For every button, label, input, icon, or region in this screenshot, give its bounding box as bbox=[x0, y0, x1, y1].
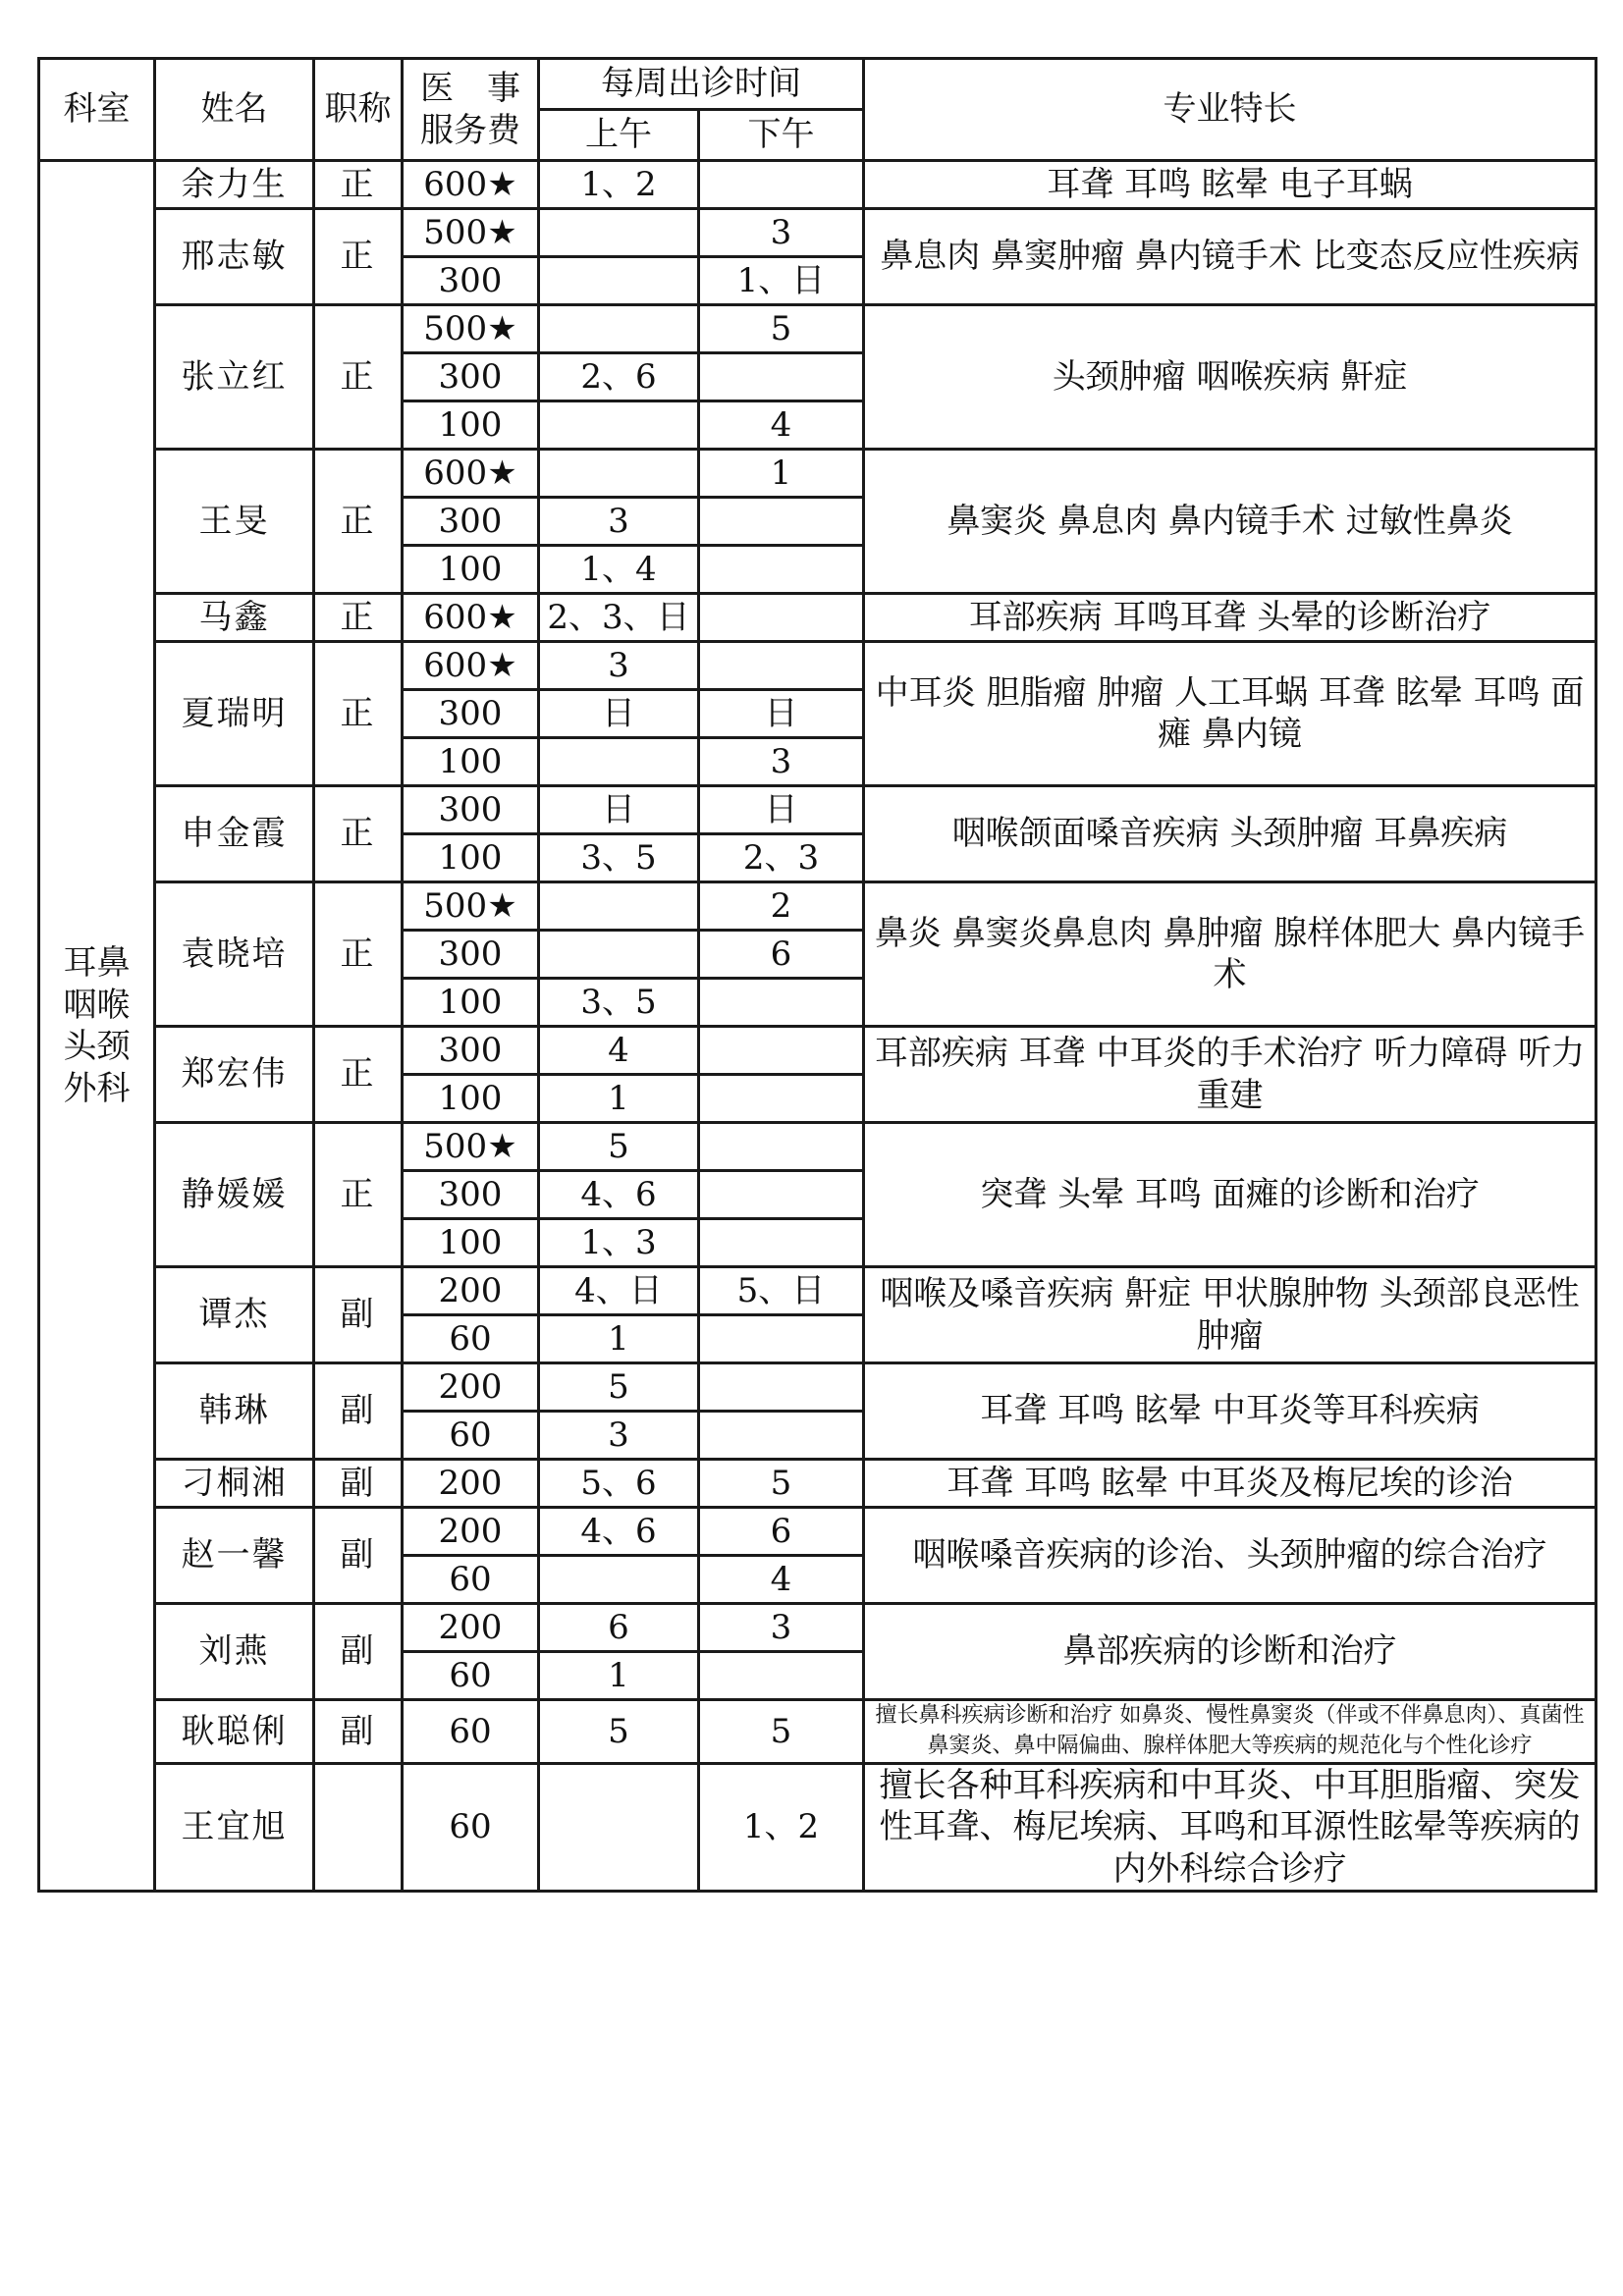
pm-cell bbox=[699, 1219, 864, 1267]
table-row bbox=[39, 161, 1596, 209]
pm-cell: 4 bbox=[699, 401, 864, 450]
fee-cell: 60 bbox=[403, 1700, 539, 1764]
am-cell: 4、日 bbox=[539, 1267, 699, 1315]
specialty-cell: 耳部疾病 耳鸣耳聋 头晕的诊断治疗 bbox=[864, 594, 1596, 642]
header-dept: 科室 bbox=[39, 59, 155, 161]
doctor-name: 韩琳 bbox=[155, 1363, 314, 1460]
doctor-name: 刁桐湘 bbox=[155, 1460, 314, 1508]
am-cell: 3 bbox=[539, 642, 699, 690]
pm-cell bbox=[699, 1027, 864, 1075]
pm-cell bbox=[699, 1075, 864, 1123]
pm-cell: 4 bbox=[699, 1556, 864, 1604]
fee-cell: 60 bbox=[403, 1763, 539, 1892]
fee-cell: 60 bbox=[403, 1315, 539, 1363]
am-cell bbox=[539, 1556, 699, 1604]
fee-cell: 500★ bbox=[403, 209, 539, 257]
specialty-cell: 耳聋 耳鸣 眩晕 中耳炎及梅尼埃的诊治 bbox=[864, 1460, 1596, 1508]
am-cell: 2、6 bbox=[539, 353, 699, 401]
am-cell: 4、6 bbox=[539, 1171, 699, 1219]
specialty-cell: 耳聋 耳鸣 眩晕 中耳炎等耳科疾病 bbox=[864, 1363, 1596, 1460]
table-row bbox=[39, 1508, 1596, 1556]
am-cell: 3 bbox=[539, 1412, 699, 1460]
table-row bbox=[39, 594, 1596, 642]
doctor-title: 副 bbox=[314, 1460, 403, 1508]
specialty-cell: 鼻息肉 鼻窦肿瘤 鼻内镜手术 比变态反应性疾病 bbox=[864, 209, 1596, 305]
table-row bbox=[39, 1123, 1596, 1171]
specialty-cell: 咽喉嗓音疾病的诊治、头颈肿瘤的综合治疗 bbox=[864, 1508, 1596, 1604]
am-cell bbox=[539, 738, 699, 786]
pm-cell: 日 bbox=[699, 786, 864, 834]
table-row bbox=[39, 450, 1596, 498]
pm-cell bbox=[699, 546, 864, 594]
pm-cell: 5 bbox=[699, 1700, 864, 1764]
fee-cell: 100 bbox=[403, 546, 539, 594]
table-row bbox=[39, 209, 1596, 257]
am-cell bbox=[539, 209, 699, 257]
fee-cell: 60 bbox=[403, 1412, 539, 1460]
doctor-name: 张立红 bbox=[155, 305, 314, 450]
doctor-title: 正 bbox=[314, 786, 403, 882]
table-row bbox=[39, 1027, 1596, 1075]
fee-cell: 600★ bbox=[403, 594, 539, 642]
fee-cell: 300 bbox=[403, 353, 539, 401]
pm-cell bbox=[699, 1171, 864, 1219]
am-cell: 6 bbox=[539, 1604, 699, 1652]
doctor-name: 王旻 bbox=[155, 450, 314, 594]
am-cell: 5、6 bbox=[539, 1460, 699, 1508]
specialty-cell: 鼻炎 鼻窦炎鼻息肉 鼻肿瘤 腺样体肥大 鼻内镜手术 bbox=[864, 882, 1596, 1027]
pm-cell: 6 bbox=[699, 931, 864, 979]
header-am: 上午 bbox=[539, 110, 699, 161]
am-cell bbox=[539, 1763, 699, 1892]
am-cell: 1、4 bbox=[539, 546, 699, 594]
doctor-name: 余力生 bbox=[155, 161, 314, 209]
fee-cell: 200 bbox=[403, 1267, 539, 1315]
doctor-title: 副 bbox=[314, 1363, 403, 1460]
pm-cell: 3 bbox=[699, 1604, 864, 1652]
header-title: 职称 bbox=[314, 59, 403, 161]
specialty-cell: 鼻部疾病的诊断和治疗 bbox=[864, 1604, 1596, 1700]
pm-cell bbox=[699, 1652, 864, 1700]
doctor-name: 夏瑞明 bbox=[155, 642, 314, 786]
header-fee-line2: 服务费 bbox=[420, 110, 520, 150]
am-cell bbox=[539, 305, 699, 353]
doctor-title: 正 bbox=[314, 209, 403, 305]
table-row bbox=[39, 1267, 1596, 1315]
table-row bbox=[39, 1604, 1596, 1652]
am-cell: 1、3 bbox=[539, 1219, 699, 1267]
specialty-cell: 耳部疾病 耳聋 中耳炎的手术治疗 听力障碍 听力重建 bbox=[864, 1027, 1596, 1123]
fee-cell: 60 bbox=[403, 1556, 539, 1604]
table-row bbox=[39, 1460, 1596, 1508]
table-row bbox=[39, 882, 1596, 931]
fee-cell: 100 bbox=[403, 401, 539, 450]
doctor-name: 申金霞 bbox=[155, 786, 314, 882]
doctor-name: 郑宏伟 bbox=[155, 1027, 314, 1123]
schedule-page bbox=[37, 57, 1595, 1893]
fee-cell: 600★ bbox=[403, 642, 539, 690]
fee-cell: 200 bbox=[403, 1363, 539, 1412]
am-cell: 日 bbox=[539, 690, 699, 738]
fee-cell: 300 bbox=[403, 931, 539, 979]
am-cell: 4 bbox=[539, 1027, 699, 1075]
header-fee bbox=[403, 59, 539, 161]
doctor-title: 正 bbox=[314, 305, 403, 450]
doctor-title: 副 bbox=[314, 1700, 403, 1764]
pm-cell bbox=[699, 979, 864, 1027]
pm-cell bbox=[699, 498, 864, 546]
am-cell: 1 bbox=[539, 1075, 699, 1123]
doctor-name: 耿聪俐 bbox=[155, 1700, 314, 1764]
specialty-cell: 头颈肿瘤 咽喉疾病 鼾症 bbox=[864, 305, 1596, 450]
am-cell: 4、6 bbox=[539, 1508, 699, 1556]
doctor-title: 正 bbox=[314, 161, 403, 209]
doctor-title: 正 bbox=[314, 450, 403, 594]
table-row bbox=[39, 305, 1596, 353]
table-row bbox=[39, 1363, 1596, 1412]
doctor-title: 正 bbox=[314, 882, 403, 1027]
am-cell: 3 bbox=[539, 498, 699, 546]
fee-cell: 300 bbox=[403, 786, 539, 834]
specialty-cell: 耳聋 耳鸣 眩晕 电子耳蜗 bbox=[864, 161, 1596, 209]
fee-cell: 200 bbox=[403, 1460, 539, 1508]
doctor-title: 正 bbox=[314, 1027, 403, 1123]
fee-cell: 100 bbox=[403, 738, 539, 786]
doctor-name: 赵一馨 bbox=[155, 1508, 314, 1604]
specialty-cell: 擅长鼻科疾病诊断和治疗 如鼻炎、慢性鼻窦炎（伴或不伴鼻息肉）、真菌性鼻窦炎、鼻中隔偏曲、腺样体肥大等疾病的规范化与个性化诊疗 bbox=[864, 1700, 1596, 1764]
am-cell: 5 bbox=[539, 1123, 699, 1171]
specialty-cell: 突聋 头晕 耳鸣 面瘫的诊断和治疗 bbox=[864, 1123, 1596, 1267]
am-cell: 3、5 bbox=[539, 979, 699, 1027]
pm-cell: 2、3 bbox=[699, 834, 864, 882]
pm-cell bbox=[699, 1123, 864, 1171]
clinic-schedule-table bbox=[37, 57, 1597, 1893]
fee-cell: 300 bbox=[403, 257, 539, 305]
pm-cell: 1、2 bbox=[699, 1763, 864, 1892]
fee-cell: 500★ bbox=[403, 882, 539, 931]
specialty-cell: 鼻窦炎 鼻息肉 鼻内镜手术 过敏性鼻炎 bbox=[864, 450, 1596, 594]
fee-cell: 300 bbox=[403, 1027, 539, 1075]
pm-cell bbox=[699, 1315, 864, 1363]
doctor-title: 副 bbox=[314, 1508, 403, 1604]
fee-cell: 300 bbox=[403, 498, 539, 546]
fee-cell: 100 bbox=[403, 979, 539, 1027]
fee-cell: 600★ bbox=[403, 450, 539, 498]
pm-cell bbox=[699, 353, 864, 401]
fee-cell: 300 bbox=[403, 690, 539, 738]
specialty-cell: 擅长各种耳科疾病和中耳炎、中耳胆脂瘤、突发性耳聋、梅尼埃病、耳鸣和耳源性眩晕等疾病的内外科综合诊疗 bbox=[864, 1763, 1596, 1892]
header-row bbox=[39, 59, 1596, 110]
pm-cell: 1、日 bbox=[699, 257, 864, 305]
am-cell: 1、2 bbox=[539, 161, 699, 209]
header-fee-line1: 医 事 bbox=[420, 69, 520, 108]
header-weekly: 每周出诊时间 bbox=[539, 59, 864, 110]
fee-cell: 60 bbox=[403, 1652, 539, 1700]
fee-cell: 100 bbox=[403, 834, 539, 882]
am-cell: 2、3、日 bbox=[539, 594, 699, 642]
am-cell: 1 bbox=[539, 1315, 699, 1363]
am-cell: 日 bbox=[539, 786, 699, 834]
doctor-title: 副 bbox=[314, 1267, 403, 1363]
am-cell: 5 bbox=[539, 1363, 699, 1412]
am-cell bbox=[539, 882, 699, 931]
am-cell bbox=[539, 931, 699, 979]
pm-cell: 1 bbox=[699, 450, 864, 498]
pm-cell: 3 bbox=[699, 738, 864, 786]
am-cell: 1 bbox=[539, 1652, 699, 1700]
specialty-cell: 中耳炎 胆脂瘤 肿瘤 人工耳蜗 耳聋 眩晕 耳鸣 面瘫 鼻内镜 bbox=[864, 642, 1596, 786]
fee-cell: 100 bbox=[403, 1075, 539, 1123]
doctor-name: 谭杰 bbox=[155, 1267, 314, 1363]
fee-cell: 200 bbox=[403, 1508, 539, 1556]
table-row bbox=[39, 1763, 1596, 1892]
pm-cell bbox=[699, 1412, 864, 1460]
fee-cell: 600★ bbox=[403, 161, 539, 209]
fee-cell: 500★ bbox=[403, 1123, 539, 1171]
table-row bbox=[39, 786, 1596, 834]
fee-cell: 300 bbox=[403, 1171, 539, 1219]
header-specialty: 专业特长 bbox=[864, 59, 1596, 161]
am-cell bbox=[539, 257, 699, 305]
doctor-title: 副 bbox=[314, 1604, 403, 1700]
pm-cell: 5 bbox=[699, 1460, 864, 1508]
pm-cell: 3 bbox=[699, 209, 864, 257]
am-cell: 5 bbox=[539, 1700, 699, 1764]
fee-cell: 200 bbox=[403, 1604, 539, 1652]
header-pm: 下午 bbox=[699, 110, 864, 161]
pm-cell: 日 bbox=[699, 690, 864, 738]
doctor-name: 静媛媛 bbox=[155, 1123, 314, 1267]
specialty-cell: 咽喉及嗓音疾病 鼾症 甲状腺肿物 头颈部良恶性肿瘤 bbox=[864, 1267, 1596, 1363]
doctor-title: 正 bbox=[314, 594, 403, 642]
table-row bbox=[39, 1700, 1596, 1764]
pm-cell: 5 bbox=[699, 305, 864, 353]
pm-cell bbox=[699, 1363, 864, 1412]
pm-cell: 6 bbox=[699, 1508, 864, 1556]
table-row bbox=[39, 642, 1596, 690]
doctor-name: 马鑫 bbox=[155, 594, 314, 642]
doctor-name: 王宜旭 bbox=[155, 1763, 314, 1892]
doctor-title: 正 bbox=[314, 1123, 403, 1267]
pm-cell: 2 bbox=[699, 882, 864, 931]
doctor-title bbox=[314, 1763, 403, 1892]
doctor-title: 正 bbox=[314, 642, 403, 786]
pm-cell: 5、日 bbox=[699, 1267, 864, 1315]
fee-cell: 100 bbox=[403, 1219, 539, 1267]
fee-cell: 500★ bbox=[403, 305, 539, 353]
pm-cell bbox=[699, 642, 864, 690]
am-cell bbox=[539, 401, 699, 450]
doctor-name: 刘燕 bbox=[155, 1604, 314, 1700]
header-name: 姓名 bbox=[155, 59, 314, 161]
doctor-name: 袁晓培 bbox=[155, 882, 314, 1027]
pm-cell bbox=[699, 594, 864, 642]
am-cell: 3、5 bbox=[539, 834, 699, 882]
department-cell: 耳鼻咽喉头颈外科 bbox=[39, 161, 155, 1892]
doctor-name: 邢志敏 bbox=[155, 209, 314, 305]
am-cell bbox=[539, 450, 699, 498]
pm-cell bbox=[699, 161, 864, 209]
specialty-cell: 咽喉颌面嗓音疾病 头颈肿瘤 耳鼻疾病 bbox=[864, 786, 1596, 882]
